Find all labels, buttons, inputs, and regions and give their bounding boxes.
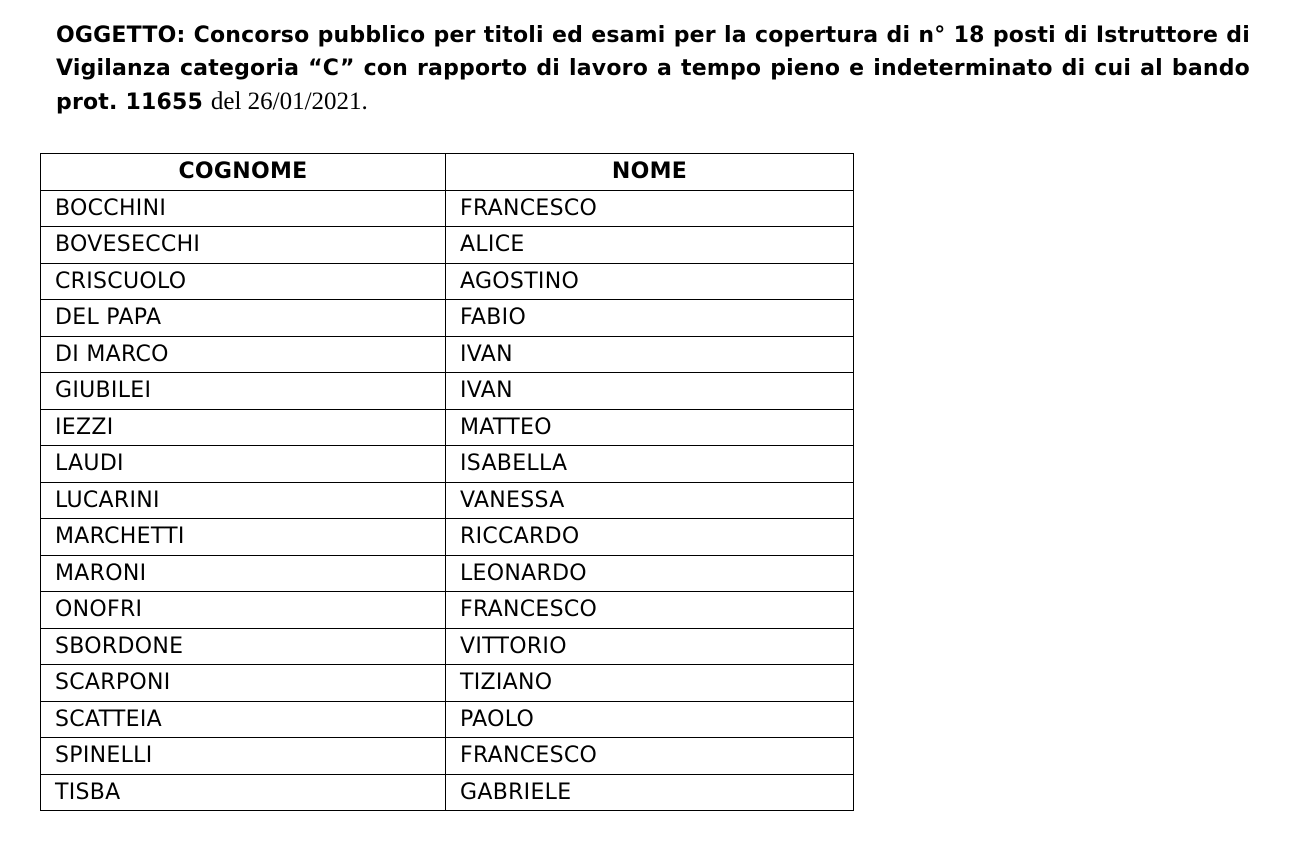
cell-nome: ALICE [446, 227, 854, 264]
table-row [41, 774, 854, 811]
table-row [41, 701, 854, 738]
table-row [41, 555, 854, 592]
cell-nome: TIZIANO [446, 665, 854, 702]
table-row [41, 738, 854, 775]
candidates-table [40, 153, 854, 811]
cell-cognome: SCATTEIA [41, 701, 446, 738]
table-row [41, 373, 854, 410]
cell-cognome: IEZZI [41, 409, 446, 446]
table-row [41, 592, 854, 629]
table-row [41, 409, 854, 446]
table-row [41, 263, 854, 300]
cell-nome: PAOLO [446, 701, 854, 738]
table-row [41, 190, 854, 227]
table-row [41, 665, 854, 702]
cell-cognome: LUCARINI [41, 482, 446, 519]
table-row [41, 446, 854, 483]
cell-cognome: SCARPONI [41, 665, 446, 702]
column-header-nome: NOME [446, 154, 854, 191]
subject-date-text: del 26/01/2021. [210, 88, 368, 115]
cell-cognome: BOVESECCHI [41, 227, 446, 264]
subject-bold-text: OGGETTO: Concorso pubblico per titoli ed esami per la copertura di n° 18 posti di Istruttore di Vigilanza categoria “C” con rapporto di lavoro a tempo pieno e indeterminato di cui al bando prot. 11655 [56, 23, 1250, 115]
cell-cognome: DI MARCO [41, 336, 446, 373]
table-row [41, 300, 854, 337]
cell-nome: ISABELLA [446, 446, 854, 483]
table-row [41, 482, 854, 519]
cell-nome: VANESSA [446, 482, 854, 519]
table-row [41, 227, 854, 264]
table-header-row [41, 154, 854, 191]
cell-nome: IVAN [446, 336, 854, 373]
cell-nome: FABIO [446, 300, 854, 337]
cell-nome: IVAN [446, 373, 854, 410]
cell-cognome: MARCHETTI [41, 519, 446, 556]
table-row [41, 628, 854, 665]
cell-cognome: GIUBILEI [41, 373, 446, 410]
document-subject [56, 19, 1250, 119]
table-row [41, 519, 854, 556]
cell-nome: RICCARDO [446, 519, 854, 556]
cell-nome: LEONARDO [446, 555, 854, 592]
cell-cognome: BOCCHINI [41, 190, 446, 227]
column-header-cognome: COGNOME [41, 154, 446, 191]
cell-cognome: DEL PAPA [41, 300, 446, 337]
cell-cognome: MARONI [41, 555, 446, 592]
cell-nome: VITTORIO [446, 628, 854, 665]
cell-cognome: SPINELLI [41, 738, 446, 775]
cell-nome: FRANCESCO [446, 738, 854, 775]
cell-cognome: ONOFRI [41, 592, 446, 629]
cell-nome: MATTEO [446, 409, 854, 446]
cell-nome: FRANCESCO [446, 190, 854, 227]
table-body [41, 190, 854, 811]
table-row [41, 336, 854, 373]
cell-nome: AGOSTINO [446, 263, 854, 300]
cell-cognome: CRISCUOLO [41, 263, 446, 300]
cell-cognome: TISBA [41, 774, 446, 811]
cell-cognome: LAUDI [41, 446, 446, 483]
cell-nome: GABRIELE [446, 774, 854, 811]
cell-nome: FRANCESCO [446, 592, 854, 629]
cell-cognome: SBORDONE [41, 628, 446, 665]
